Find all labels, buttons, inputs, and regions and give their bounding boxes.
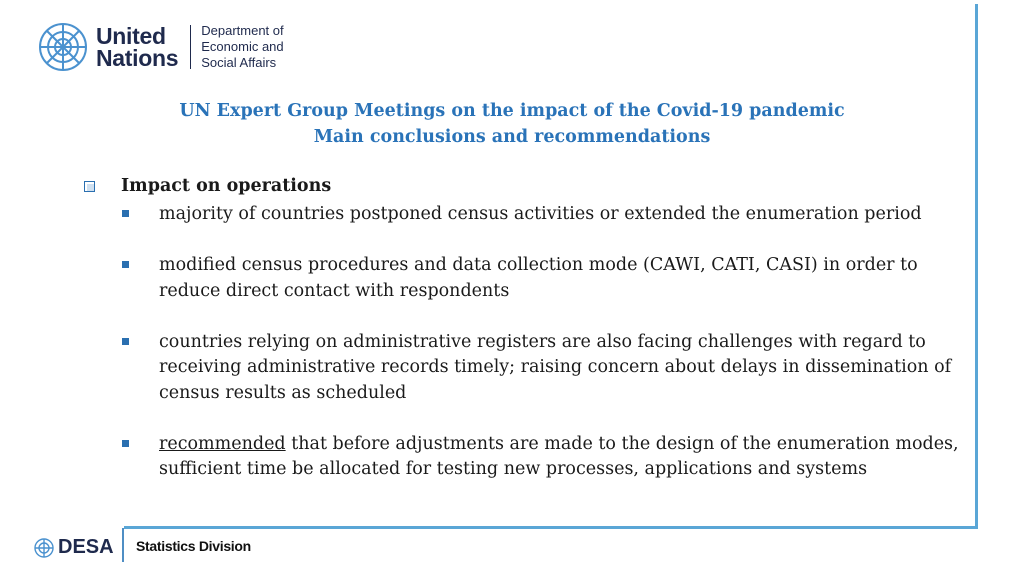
org-name-line1: United bbox=[96, 23, 166, 49]
un-logo bbox=[38, 22, 284, 72]
bullet-text: that before adjustments are made to the design of the enumeration modes, sufficient time be allocated for testing new processes, applications and systems bbox=[159, 433, 959, 479]
department-line1: Department of bbox=[201, 23, 284, 38]
frame-border-footer-tick bbox=[122, 528, 124, 562]
bullet-text: modified census procedures and data collection mode (CAWI, CATI, CASI) in order to reduce direct contact with respondents bbox=[159, 255, 918, 301]
bullet-item bbox=[122, 253, 982, 304]
slide-title-line1: UN Expert Group Meetings on the impact of the Covid-19 pandemic bbox=[179, 101, 845, 121]
checkbox-bullet-icon bbox=[84, 181, 95, 192]
bullet-text: majority of countries postponed census activities or extended the enumeration period bbox=[159, 204, 922, 224]
bullet-text: countries relying on administrative registers are also facing challenges with regard to receiving administrative records timely; raising concern about delays in dissemination of census results as scheduled bbox=[159, 331, 952, 403]
department-name bbox=[201, 23, 283, 71]
section-heading: Impact on operations bbox=[121, 176, 332, 196]
un-emblem-icon bbox=[38, 22, 88, 72]
bullet-item bbox=[122, 330, 982, 407]
bullet-item bbox=[122, 432, 982, 483]
bullet-list bbox=[122, 202, 982, 483]
slide-title bbox=[0, 98, 1024, 150]
square-bullet-icon bbox=[122, 261, 129, 268]
desa-emblem-icon bbox=[34, 538, 54, 558]
square-bullet-icon bbox=[122, 440, 129, 447]
desa-logo bbox=[34, 536, 114, 559]
department-line3: Social Affairs bbox=[201, 55, 277, 70]
square-bullet-icon bbox=[122, 338, 129, 345]
logo-divider bbox=[190, 25, 191, 69]
bullet-item bbox=[122, 202, 982, 228]
slide-title-line2: Main conclusions and recommendations bbox=[313, 127, 711, 147]
desa-logo-text: DESA bbox=[58, 536, 114, 558]
bullet-underlined-word: recommended bbox=[159, 433, 286, 454]
frame-border-bottom bbox=[124, 526, 978, 529]
un-wordmark bbox=[96, 25, 178, 69]
department-line2: Economic and bbox=[201, 39, 284, 54]
division-name: Statistics Division bbox=[136, 538, 251, 554]
square-bullet-icon bbox=[122, 210, 129, 217]
org-name-line2: Nations bbox=[96, 45, 179, 71]
